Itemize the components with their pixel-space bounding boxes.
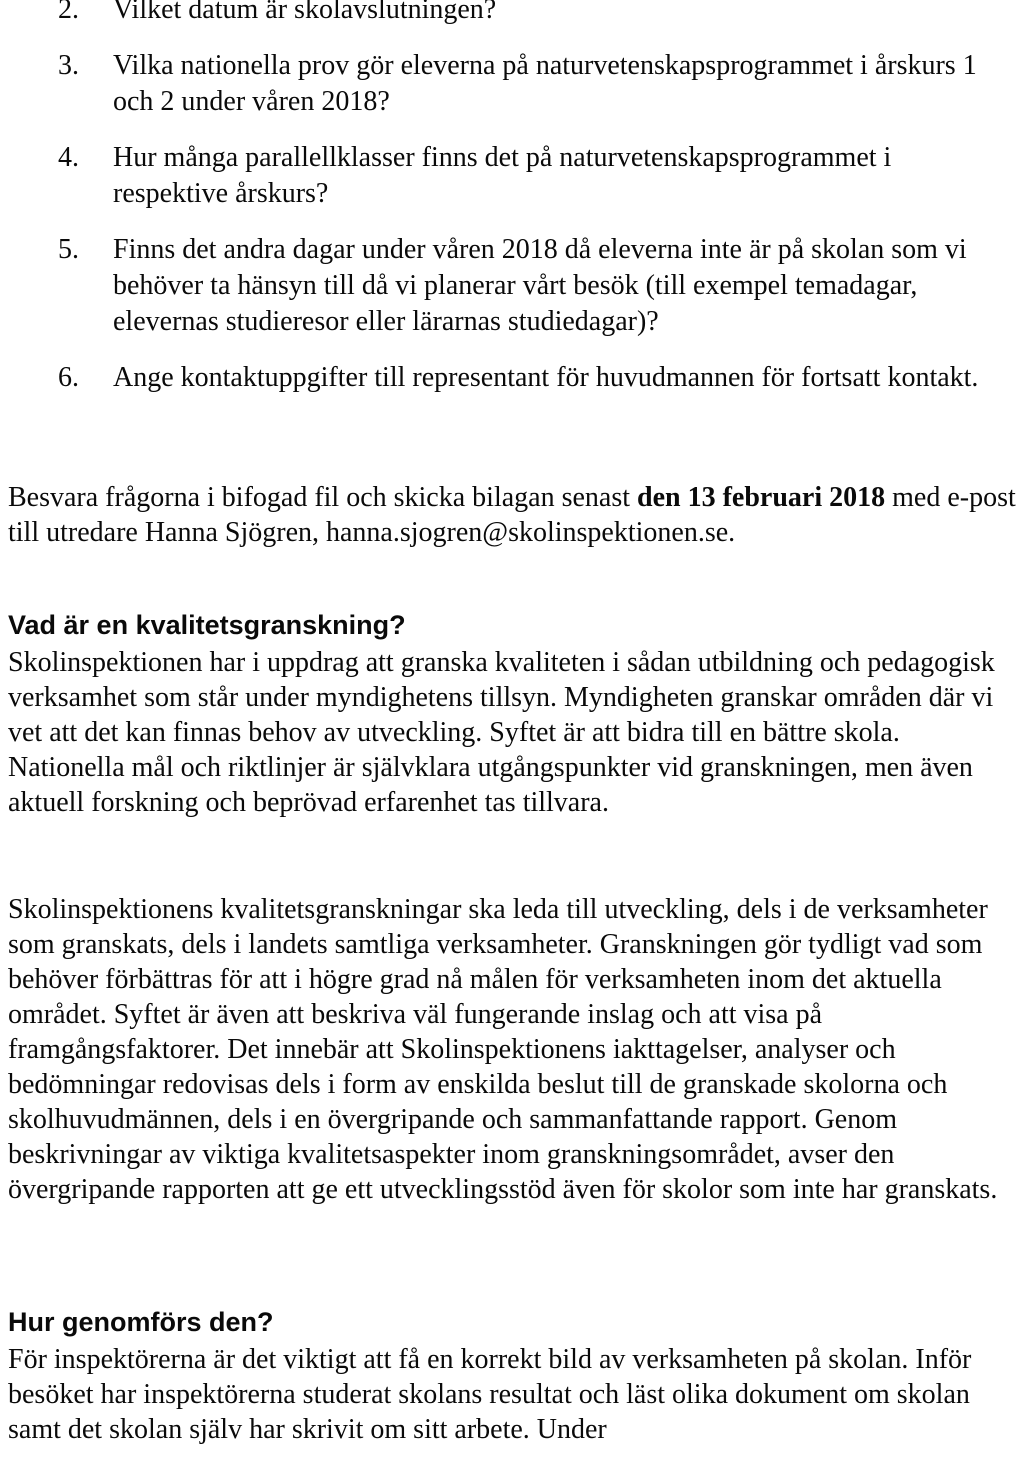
section-heading-quality-review: Vad är en kvalitetsgranskning? <box>8 610 406 640</box>
question-text: Hur många parallellklasser finns det på naturvetenskapsprogrammet i respektive årskurs? <box>113 142 892 209</box>
question-text: Finns det andra dagar under våren 2018 då eleverna inte är på skolan som vi behöver ta hänsyn till då vi planerar vårt besök (till exempel temadagar, elevernas studieresor eller lärarnas studiedagar)? <box>113 234 967 337</box>
question-number: 4. <box>58 142 79 173</box>
deadline-paragraph <box>8 480 1020 550</box>
question-number: 3. <box>58 50 79 81</box>
section-paragraph: Skolinspektionens kvalitetsgranskningar ska leda till utveckling, dels i de verksamheter som granskats, dels i landets samtliga verksamheter. Granskningen gör tydligt vad som behöver förbättras för att i högre grad nå målen för verksamheten inom det aktuella området. Syftet är även att beskriva väl fungerande inslag och att visa på framgångsfaktorer. Det innebär att Skolinspektionens iakttagelser, analyser och bedömningar redovisas dels i form av enskilda beslut till de granskade skolorna och skolhuvudmännen, dels i en övergripande och sammanfattande rapport. Genom beskrivningar av viktiga kvalitetsaspekter inom granskningsområdet, avser den övergripande rapporten att ge ett utvecklingsstöd även för skolor som inte har granskats. <box>8 894 998 1205</box>
question-text: Vilket datum är skolavslutningen? <box>113 0 497 25</box>
section-paragraph: För inspektörerna är det viktigt att få en korrekt bild av verksamheten på skolan. Inför besöket har inspektörerna studerat skolans resultat och läst olika dokument om skolan samt det skolan själv har skrivit om sitt arbete. Under <box>8 1344 972 1445</box>
question-item <box>0 360 1024 396</box>
question-text: Vilka nationella prov gör eleverna på naturvetenskapsprogrammet i årskurs 1 och 2 under våren 2018? <box>113 50 977 117</box>
question-item <box>0 0 1024 28</box>
section-paragraph: Skolinspektionen har i uppdrag att granska kvaliteten i sådan utbildning och pedagogisk verksamhet som står under myndighetens tillsyn. Myndigheten granskar områden där vi vet att det kan finnas behov av utveckling. Syftet är att bidra till en bättre skola. Nationella mål och riktlinjer är självklara utgångspunkter vid granskningen, men även aktuell forskning och beprövad erfarenhet tas tillvara. <box>8 647 995 818</box>
deadline-text-after: med e-post till utredare Hanna Sjögren, hanna.sjogren@skolinspektionen.se. <box>8 482 1016 548</box>
deadline-date: den 13 februari 2018 <box>637 482 886 513</box>
section-heading-how-conducted: Hur genomförs den? <box>8 1307 274 1337</box>
question-item <box>0 48 1024 120</box>
question-list <box>0 0 1024 416</box>
deadline-text-before: Besvara frågorna i bifogad fil och skicka bilagan senast <box>8 482 638 513</box>
question-number: 5. <box>58 234 79 265</box>
question-item <box>0 140 1024 212</box>
question-item <box>0 232 1024 340</box>
question-text: Ange kontaktuppgifter till representant för huvudmannen för fortsatt kontakt. <box>113 362 979 393</box>
question-number: 6. <box>58 362 79 393</box>
question-number: 2. <box>58 0 79 25</box>
